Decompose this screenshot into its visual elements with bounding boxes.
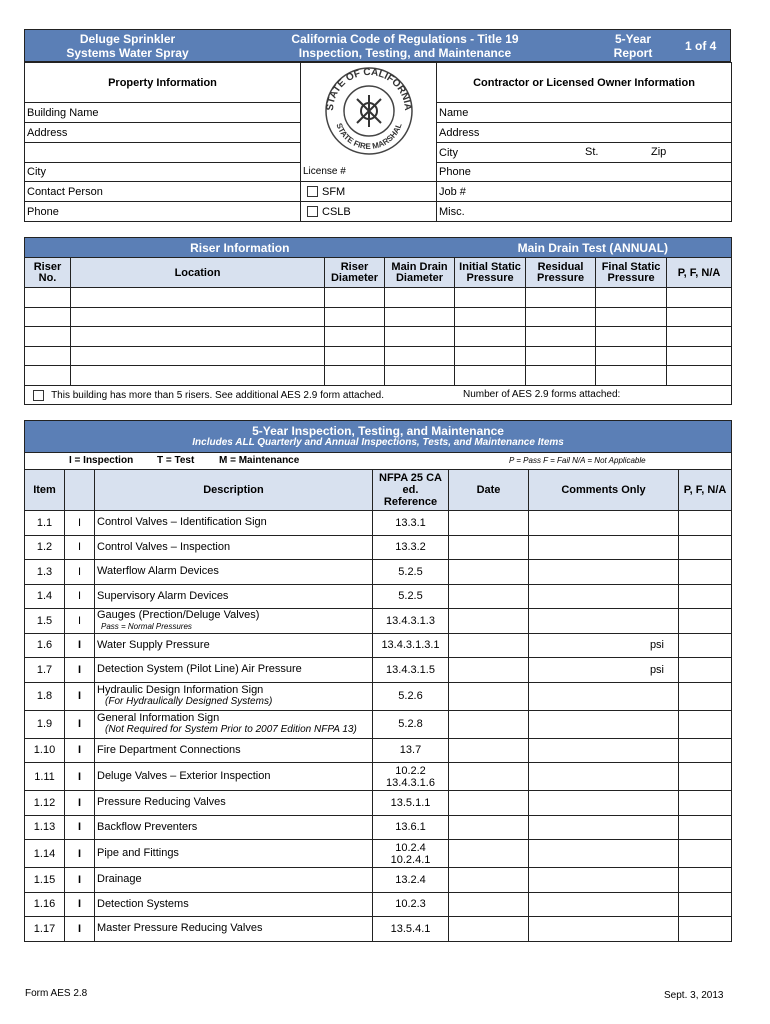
riser-cell[interactable] (71, 288, 325, 308)
item-date-field[interactable] (449, 917, 529, 942)
item-reference (373, 791, 449, 816)
item-description-text: Waterflow Alarm Devices (97, 565, 219, 578)
itm-row (25, 682, 732, 710)
item-comments-field[interactable] (529, 560, 679, 585)
item-reference-text: 13.4.3.1.5 (386, 663, 435, 676)
item-description-text: Hydraulic Design Information Sign (97, 684, 264, 696)
item-pfna-field[interactable] (679, 917, 732, 942)
riser-cell[interactable] (385, 327, 455, 347)
property-phone-field[interactable]: Phone (25, 202, 301, 222)
col-item: Item (25, 470, 65, 511)
item-comments-field[interactable] (529, 710, 679, 738)
item-description-text: Detection System (Pilot Line) Air Pressure (97, 663, 302, 676)
item-pfna-field[interactable] (679, 738, 732, 763)
item-reference-text: 13.3.1 (395, 516, 426, 529)
item-type: I (65, 791, 95, 816)
riser-cell[interactable] (526, 288, 596, 308)
title-right-2: Report (613, 46, 653, 60)
itm-row (25, 560, 732, 585)
item-number: 1.10 (25, 738, 65, 763)
legend-maintenance: M = Maintenance (219, 455, 300, 466)
itm-row (25, 658, 732, 683)
item-description (95, 840, 373, 868)
item-comments-field[interactable]: psi (529, 633, 679, 658)
item-type: I (65, 511, 95, 536)
item-number: 1.13 (25, 815, 65, 840)
item-description-text: Supervisory Alarm Devices (97, 589, 229, 602)
contractor-name-field[interactable]: Name (437, 103, 732, 123)
footer-form: Form AES 2.8 (25, 988, 88, 999)
itm-subheading: Includes ALL Quarterly and Annual Inspections, Tests, and Maintenance Items (192, 436, 564, 448)
contractor-state: St. (585, 146, 599, 158)
item-reference-text: 10.2.4 (395, 841, 426, 854)
item-pfna-field[interactable] (679, 633, 732, 658)
item-number: 1.16 (25, 892, 65, 917)
item-type: I (65, 868, 95, 893)
item-comments-field[interactable]: psi (529, 658, 679, 683)
riser-section (24, 237, 732, 405)
legend-pass-fail: P = Pass F = Fail N/A = Not Applicable (509, 456, 646, 465)
item-pfna-field[interactable] (679, 584, 732, 609)
item-number: 1.14 (25, 840, 65, 868)
item-number: 1.12 (25, 791, 65, 816)
footer-date: Sept. 3, 2013 (664, 990, 724, 1001)
riser-cell[interactable] (325, 327, 385, 347)
contractor-zip: Zip (651, 146, 667, 158)
riser-cell[interactable] (455, 307, 526, 327)
item-type: I (65, 682, 95, 710)
item-pfna-field[interactable] (679, 560, 732, 585)
misc-field[interactable]: Misc. (437, 202, 732, 222)
item-date-field[interactable] (449, 560, 529, 585)
item-description (95, 763, 373, 791)
item-pfna-field[interactable] (679, 840, 732, 868)
riser-cell[interactable] (25, 327, 71, 347)
riser-cell[interactable] (667, 346, 732, 366)
item-comments-field[interactable] (529, 609, 679, 634)
page-number: 1 of 4 (685, 39, 717, 53)
legend-inspection: I = Inspection (69, 455, 134, 466)
item-pfna-field[interactable] (679, 791, 732, 816)
item-reference (373, 560, 449, 585)
item-description-note: (For Hydraulically Designed Systems) (105, 696, 273, 707)
item-date-field[interactable] (449, 791, 529, 816)
riser-cell[interactable] (25, 288, 71, 308)
item-type: I (65, 710, 95, 738)
item-date-field[interactable] (449, 710, 529, 738)
item-pfna-field[interactable] (679, 815, 732, 840)
item-description (95, 815, 373, 840)
item-reference (373, 840, 449, 868)
item-pfna-field[interactable] (679, 658, 732, 683)
item-comments-field[interactable] (529, 892, 679, 917)
col-residual: Residual Pressure (526, 258, 596, 288)
riser-cell[interactable] (71, 327, 325, 347)
riser-cell[interactable] (596, 307, 667, 327)
item-comments-field[interactable] (529, 815, 679, 840)
item-reference (373, 868, 449, 893)
item-description-text: Master Pressure Reducing Valves (97, 922, 263, 935)
riser-cell[interactable] (455, 346, 526, 366)
item-comments-field[interactable] (529, 917, 679, 942)
riser-cell[interactable] (71, 366, 325, 386)
legend-test: T = Test (157, 455, 195, 466)
itm-row (25, 511, 732, 536)
item-description (95, 609, 373, 634)
item-description (95, 738, 373, 763)
item-description-text: Pipe and Fittings (97, 847, 179, 859)
contractor-address-field[interactable]: Address (437, 123, 732, 143)
form-header (24, 29, 731, 62)
item-description (95, 892, 373, 917)
property-block (24, 62, 732, 222)
col-description: Description (95, 470, 373, 511)
riser-cell[interactable] (596, 288, 667, 308)
item-pfna-field[interactable] (679, 892, 732, 917)
item-reference (373, 815, 449, 840)
itm-row (25, 609, 732, 634)
riser-row (25, 288, 732, 308)
col-initial-static: Initial Static Pressure (455, 258, 526, 288)
item-comments-field[interactable] (529, 840, 679, 868)
item-comments-field[interactable] (529, 738, 679, 763)
contractor-phone-field[interactable]: Phone (437, 163, 732, 182)
item-type: I (65, 917, 95, 942)
item-number: 1.8 (25, 682, 65, 710)
item-reference (373, 609, 449, 634)
item-description-text: Drainage (97, 873, 142, 886)
title-mid-1: California Code of Regulations - Title 19 (291, 32, 519, 46)
item-date-field[interactable] (449, 868, 529, 893)
col-itm-pfna: P, F, N/A (679, 470, 732, 511)
item-date-field[interactable] (449, 815, 529, 840)
cslb-checkbox[interactable] (307, 206, 318, 217)
riser-cell[interactable] (526, 366, 596, 386)
riser-cell[interactable] (667, 327, 732, 347)
seal-top-text: STATE OF CALIFORNIA (324, 67, 413, 112)
riser-cell[interactable] (667, 288, 732, 308)
col-drain-diameter: Main Drain Diameter (385, 258, 455, 288)
item-description-text: Backflow Preventers (97, 820, 198, 833)
item-comments-field[interactable] (529, 791, 679, 816)
item-type: I (65, 560, 95, 585)
item-number: 1.17 (25, 917, 65, 942)
item-comments-field[interactable] (529, 535, 679, 560)
item-description (95, 511, 373, 536)
itm-section (24, 420, 732, 942)
item-comments-field[interactable] (529, 868, 679, 893)
contractor-heading: Contractor or Licensed Owner Information (437, 63, 732, 103)
item-comments-field[interactable] (529, 511, 679, 536)
item-pfna-field[interactable] (679, 682, 732, 710)
riser-row (25, 327, 732, 347)
riser-row (25, 366, 732, 386)
riser-cell[interactable] (455, 288, 526, 308)
itm-legend (25, 453, 732, 470)
riser-cell[interactable] (385, 288, 455, 308)
itm-row (25, 840, 732, 868)
itm-row (25, 791, 732, 816)
riser-row (25, 346, 732, 366)
item-reference-text-2: 13.4.3.1.6 (386, 776, 435, 789)
item-type: I (65, 633, 95, 658)
riser-cell[interactable] (325, 307, 385, 327)
riser-cell[interactable] (596, 327, 667, 347)
itm-row (25, 763, 732, 791)
riser-cell[interactable] (25, 366, 71, 386)
riser-cell[interactable] (71, 307, 325, 327)
seal-icon (319, 65, 419, 157)
item-date-field[interactable] (449, 658, 529, 683)
item-date-field[interactable] (449, 633, 529, 658)
item-type: I (65, 840, 95, 868)
riser-cell[interactable] (526, 327, 596, 347)
itm-row (25, 633, 732, 658)
more-risers-checkbox[interactable] (33, 390, 44, 401)
col-ref-line1: NFPA 25 CA (379, 472, 442, 484)
item-reference-text: 13.3.2 (395, 541, 426, 554)
riser-cell[interactable] (385, 307, 455, 327)
col-riser-no: Riser No. (25, 258, 71, 288)
item-reference-text: 13.4.3.1.3 (386, 614, 435, 627)
num-forms-text: Number of AES 2.9 forms attached: (463, 388, 621, 400)
item-date-field[interactable] (449, 682, 529, 710)
itm-row (25, 738, 732, 763)
item-description-text: Gauges (Prection/Deluge Valves) (97, 608, 260, 621)
col-date: Date (449, 470, 529, 511)
item-description (95, 868, 373, 893)
item-description-text: Control Valves – Identification Sign (97, 516, 267, 529)
item-reference (373, 511, 449, 536)
col-reference (373, 470, 449, 511)
item-pfna-field[interactable] (679, 868, 732, 893)
riser-cell[interactable] (385, 366, 455, 386)
title-mid-2: Inspection, Testing, and Maintenance (298, 46, 512, 60)
item-pfna-field[interactable] (679, 535, 732, 560)
item-reference (373, 917, 449, 942)
item-comments-field[interactable] (529, 682, 679, 710)
item-description (95, 658, 373, 683)
item-reference-text: 10.2.2 (395, 764, 426, 777)
item-number: 1.4 (25, 584, 65, 609)
item-date-field[interactable] (449, 609, 529, 634)
item-reference-text: 13.5.4.1 (390, 922, 431, 935)
item-type: I (65, 609, 95, 634)
item-pfna-field[interactable] (679, 710, 732, 738)
riser-cell[interactable] (526, 346, 596, 366)
col-riser-diameter: Riser Diameter (325, 258, 385, 288)
title-right-1: 5-Year (614, 32, 652, 46)
item-pfna-field[interactable] (679, 511, 732, 536)
item-description (95, 633, 373, 658)
item-comments-field[interactable] (529, 763, 679, 791)
item-reference-text: 13.2.4 (395, 873, 426, 886)
riser-cell[interactable] (25, 346, 71, 366)
item-description (95, 710, 373, 738)
item-reference-text: 5.2.5 (398, 565, 423, 578)
item-pfna-field[interactable] (679, 763, 732, 791)
item-reference (373, 710, 449, 738)
contractor-city-row[interactable] (437, 143, 732, 163)
riser-cell[interactable] (596, 366, 667, 386)
riser-cell[interactable] (385, 346, 455, 366)
col-final-static: Final Static Pressure (596, 258, 667, 288)
riser-cell[interactable] (325, 346, 385, 366)
item-description-text: Fire Department Connections (97, 743, 241, 756)
item-type: I (65, 763, 95, 791)
item-number: 1.6 (25, 633, 65, 658)
item-number: 1.7 (25, 658, 65, 683)
item-number: 1.5 (25, 609, 65, 634)
item-description (95, 584, 373, 609)
item-description-text: Control Valves – Inspection (97, 540, 231, 553)
title-left-1: Deluge Sprinkler (79, 32, 176, 46)
item-reference (373, 763, 449, 791)
more-risers-text: This building has more than 5 risers. See additional AES 2.9 form attached. (51, 389, 385, 401)
seal-bottom-text: STATE FIRE MARSHAL (333, 122, 404, 152)
item-number: 1.11 (25, 763, 65, 791)
item-description (95, 560, 373, 585)
item-description-text: Deluge Valves – Exterior Inspection (97, 770, 271, 782)
item-reference (373, 633, 449, 658)
item-reference-text: 13.4.3.1.3.1 (381, 639, 440, 652)
item-description-note: Pass = Normal Pressures (101, 621, 192, 631)
item-pfna-field[interactable] (679, 609, 732, 634)
itm-heading: 5-Year Inspection, Testing, and Maintenance (252, 423, 504, 438)
building-name-field[interactable]: Building Name (25, 103, 301, 123)
state-fire-marshal-seal (301, 63, 437, 163)
itm-row (25, 710, 732, 738)
item-description (95, 917, 373, 942)
riser-cell[interactable] (455, 366, 526, 386)
riser-cell[interactable] (71, 346, 325, 366)
item-description-text: Water Supply Pressure (97, 638, 210, 651)
main-drain-heading: Main Drain Test (ANNUAL) (455, 238, 732, 258)
contractor-city: City (439, 146, 458, 159)
item-type: I (65, 535, 95, 560)
riser-row (25, 307, 732, 327)
item-comments-field[interactable] (529, 584, 679, 609)
job-number-field[interactable]: Job # (437, 182, 732, 202)
col-type (65, 470, 95, 511)
riser-cell[interactable] (325, 288, 385, 308)
item-date-field[interactable] (449, 511, 529, 536)
riser-cell[interactable] (596, 346, 667, 366)
col-comments: Comments Only (529, 470, 679, 511)
item-number: 1.2 (25, 535, 65, 560)
item-reference (373, 658, 449, 683)
item-description-text: Pressure Reducing Valves (97, 796, 226, 809)
sfm-checkbox[interactable] (307, 186, 318, 197)
item-description (95, 682, 373, 710)
item-type: I (65, 738, 95, 763)
item-number: 1.9 (25, 710, 65, 738)
item-reference-text: 13.5.1.1 (390, 796, 431, 809)
item-type: I (65, 658, 95, 683)
cslb-label: CSLB (322, 205, 351, 218)
itm-heading-cell (25, 421, 732, 453)
item-type: I (65, 815, 95, 840)
col-ref-line2: ed. (402, 484, 419, 496)
itm-row (25, 892, 732, 917)
item-reference-text: 5.2.8 (398, 718, 423, 730)
property-city-field[interactable]: City (25, 163, 301, 182)
property-address-field[interactable]: Address (25, 123, 301, 143)
col-ref-line3: Reference (383, 496, 438, 508)
riser-heading: Riser Information (25, 238, 455, 258)
col-location: Location (71, 258, 325, 288)
riser-cell[interactable] (667, 366, 732, 386)
item-description-note: (Not Required for System Prior to 2007 Edition NFPA 13) (105, 724, 357, 735)
contact-person-field[interactable]: Contact Person (25, 182, 301, 202)
item-reference-text: 10.2.3 (395, 898, 426, 911)
itm-row (25, 584, 732, 609)
item-date-field[interactable] (449, 763, 529, 791)
riser-cell[interactable] (667, 307, 732, 327)
itm-row (25, 815, 732, 840)
item-reference-text: 13.7 (399, 744, 422, 757)
item-description-text: Detection Systems (97, 897, 189, 910)
item-reference (373, 892, 449, 917)
item-date-field[interactable] (449, 840, 529, 868)
item-reference-text: 5.2.6 (398, 690, 423, 702)
item-reference (373, 535, 449, 560)
riser-cell[interactable] (325, 366, 385, 386)
license-field[interactable]: License # (301, 163, 437, 182)
item-number: 1.3 (25, 560, 65, 585)
item-type: I (65, 892, 95, 917)
riser-footer (25, 385, 732, 404)
item-reference (373, 584, 449, 609)
item-description (95, 535, 373, 560)
col-riser-pfna: P, F, N/A (667, 258, 732, 288)
item-description-text: General Information Sign (97, 712, 220, 724)
riser-cell[interactable] (455, 327, 526, 347)
item-reference (373, 738, 449, 763)
sfm-checkbox-cell[interactable] (301, 182, 437, 202)
item-date-field[interactable] (449, 738, 529, 763)
item-number: 1.1 (25, 511, 65, 536)
item-reference-text: 13.6.1 (395, 821, 426, 834)
riser-cell[interactable] (25, 307, 71, 327)
item-date-field[interactable] (449, 584, 529, 609)
itm-row (25, 868, 732, 893)
title-left-2: Systems Water Spray (66, 46, 189, 60)
itm-row (25, 917, 732, 942)
item-description (95, 791, 373, 816)
item-reference (373, 682, 449, 710)
item-reference-text-2: 10.2.4.1 (390, 853, 431, 866)
cslb-checkbox-cell[interactable] (301, 202, 437, 222)
item-number: 1.15 (25, 868, 65, 893)
sfm-label: SFM (322, 185, 346, 198)
itm-row (25, 535, 732, 560)
property-address-line2[interactable] (25, 143, 301, 163)
item-type: I (65, 584, 95, 609)
riser-cell[interactable] (526, 307, 596, 327)
item-date-field[interactable] (449, 535, 529, 560)
item-date-field[interactable] (449, 892, 529, 917)
item-reference-text: 5.2.5 (398, 590, 423, 603)
property-heading: Property Information (25, 63, 301, 103)
